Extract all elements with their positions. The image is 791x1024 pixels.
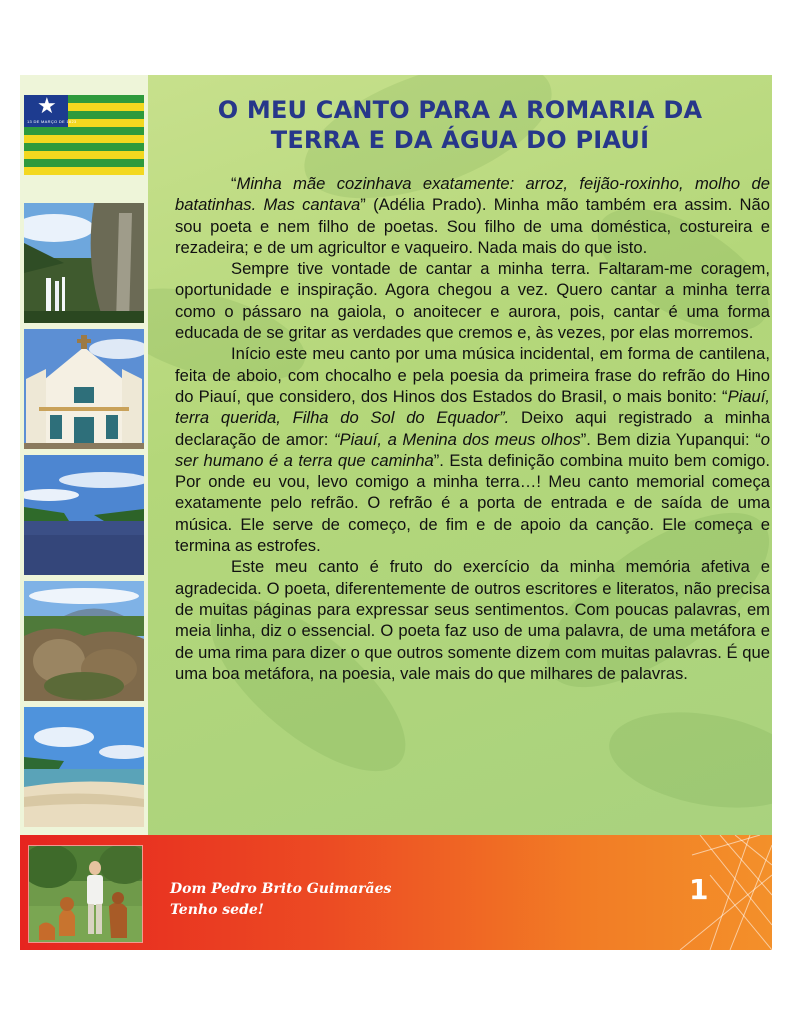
yupanqui-quote: o ser humano é a terra que caminha bbox=[175, 429, 770, 470]
paragraph-3 bbox=[175, 343, 770, 556]
paragraph-3-text-c: Deixo aqui registrado a minha declaração de amor: bbox=[175, 408, 770, 449]
photo-river bbox=[24, 455, 144, 575]
author-photo bbox=[28, 845, 143, 943]
author-block bbox=[170, 879, 391, 921]
paragraph-1-text: ” (Adélia Prado). Minha mão também era assim. Não sou poeta e nem filho de poetas. Sou filho de uma doméstica, costureira e rezadeira; e de um agricultor e vaqueiro. Nada mais do que isto. bbox=[175, 195, 770, 257]
paragraph-1 bbox=[175, 173, 770, 258]
open-quote: “ bbox=[231, 174, 237, 193]
flag-canton bbox=[24, 95, 77, 127]
author-name: Dom Pedro Brito Guimarães bbox=[170, 881, 392, 897]
page-number: 1 bbox=[689, 873, 709, 906]
article-body bbox=[175, 173, 770, 684]
book-title: Tenho sede! bbox=[170, 902, 264, 918]
photo-rock-formations bbox=[24, 581, 144, 701]
adelia-prado-quote: Minha mãe cozinhava exatamente: arroz, feijão-roxinho, molho de batatinhas. Mas cantava bbox=[175, 174, 770, 215]
decorative-lines bbox=[640, 835, 772, 950]
flag-star-icon: ★ bbox=[37, 95, 57, 119]
piaui-flag bbox=[24, 95, 144, 175]
title-line-2: TERRA E DA ÁGUA DO PIAUÍ bbox=[270, 126, 650, 154]
photo-church bbox=[24, 329, 144, 449]
footer-banner bbox=[20, 835, 772, 950]
paragraph-3-text-e: ”. Bem dizia Yupanqui: “ bbox=[580, 429, 761, 449]
paragraph-4: Este meu canto é fruto do exercício da minha memória afetiva e agradecida. O poeta, diferentemente de outros escritores e literatos, não precisa de muitas páginas para expressar seus sentimentos. Com poucas palavras, em meia linha, diz o essencial. O poeta faz uso de uma palavra, de uma metáfora e de uma rima para dizer o que outros somente dizem com muitas palavras. É que uma boa metáfora, na poesia, vale mais do que milhares de palavras. bbox=[175, 557, 770, 683]
paragraph-2: Sempre tive vontade de cantar a minha terra. Faltaram-me coragem, oportunidade e inspiração. Agora chegou a vez. Quero cantar a minha terra como o pássaro na gaiola, o anoitecer e aurora, pois, cantar é uma forma educada de se gritar as verdades que cremos e, às vezes, por elas morremos. bbox=[175, 259, 770, 343]
photo-sidebar bbox=[20, 75, 148, 835]
declaration-quote: “Piauí, a Menina dos meus olhos bbox=[333, 429, 581, 449]
flag-date-text: 13 DE MARÇO DE 1823 bbox=[27, 119, 77, 124]
paragraph-3-text-a: Início este meu canto por uma música incidental, em forma de cantilena, feita de aboio, com chocalho e pela poesia da primeira frase do refrão do Hino do Piauí, que considero, dos Hinos dos Estados do Brasil, o mais bonito: “ bbox=[175, 344, 770, 406]
photo-beach bbox=[24, 707, 144, 827]
photo-waterfall bbox=[24, 203, 144, 323]
hymn-refrain-quote: Piauí, terra querida, Filha do Sol do Equador”. bbox=[175, 386, 770, 428]
article-panel bbox=[148, 75, 772, 835]
title-line-1: O MEU CANTO PARA A ROMARIA DA bbox=[217, 96, 703, 124]
page bbox=[20, 75, 772, 950]
paragraph-3-text-g: ”. Esta definição combina muito bem comigo. Por onde eu vou, levo comigo a minha terra…! Meu canto memorial começa exatamente pelo refrão. O refrão é a porta de entrada e de saída de uma música. Ele serve de começo, de fim e de apoio da canção. Ele começa e termina as estrofes. bbox=[175, 450, 770, 556]
page-title bbox=[172, 95, 748, 155]
